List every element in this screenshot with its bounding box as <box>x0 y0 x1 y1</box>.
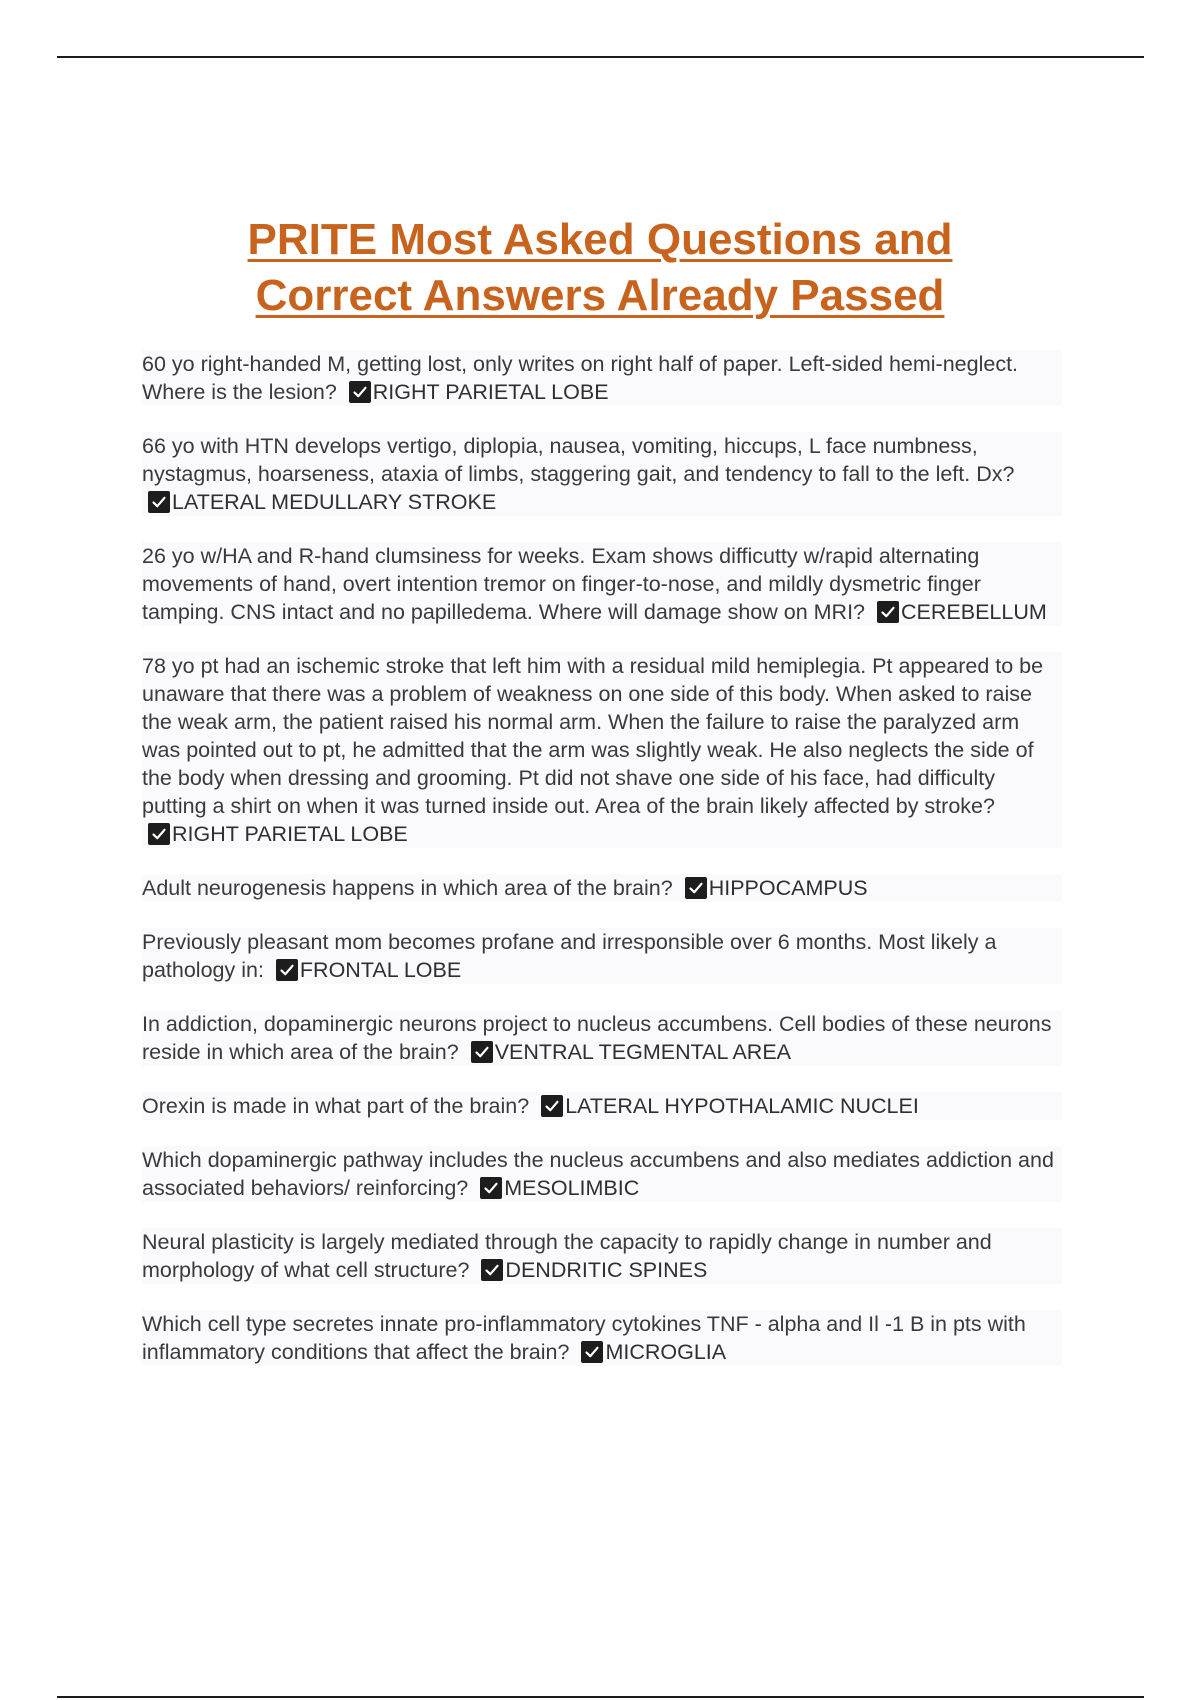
answer-text: DENDRITIC SPINES <box>505 1258 708 1282</box>
question-answer-list <box>142 350 1062 1392</box>
answer-group <box>679 876 868 900</box>
answer-group <box>343 380 609 404</box>
checkbox-checked-icon <box>481 1259 503 1281</box>
qa-item <box>142 350 1062 406</box>
qa-item <box>142 1310 1062 1366</box>
answer-group <box>474 1176 639 1200</box>
answer-group <box>465 1040 791 1064</box>
question-text: Orexin is made in what part of the brain? <box>142 1094 530 1118</box>
checkbox-checked-icon <box>877 601 899 623</box>
question-text: In addiction, dopaminergic neurons project to nucleus accumbens. Cell bodies of these neurons reside in which area of the brain? <box>142 1012 1052 1064</box>
answer-group <box>270 958 461 982</box>
qa-item <box>142 1146 1062 1202</box>
qa-item <box>142 1092 1062 1120</box>
top-rule <box>57 56 1144 58</box>
checkbox-checked-icon <box>148 491 170 513</box>
checkbox-checked-icon <box>471 1041 493 1063</box>
checkbox-checked-icon <box>581 1341 603 1363</box>
qa-item <box>142 1010 1062 1066</box>
question-text: Adult neurogenesis happens in which area of the brain? <box>142 876 673 900</box>
question-text: Previously pleasant mom becomes profane and irresponsible over 6 months. Most likely a pathology in: <box>142 930 997 982</box>
checkbox-checked-icon <box>480 1177 502 1199</box>
answer-text: VENTRAL TEGMENTAL AREA <box>494 1040 791 1064</box>
answer-group <box>871 600 1047 624</box>
answer-text: RIGHT PARIETAL LOBE <box>172 822 408 846</box>
qa-item <box>142 874 1062 902</box>
checkbox-checked-icon <box>685 877 707 899</box>
checkbox-checked-icon <box>349 381 371 403</box>
qa-item <box>142 1228 1062 1284</box>
qa-item <box>142 432 1062 516</box>
answer-text: MESOLIMBIC <box>504 1176 640 1200</box>
answer-text: CEREBELLUM <box>901 600 1047 624</box>
answer-group <box>535 1094 919 1118</box>
title-line-1: PRITE Most Asked Questions and <box>247 215 953 264</box>
question-text: 60 yo right-handed M, getting lost, only writes on right half of paper. Left-sided hemi-neglect. Where is the lesion? <box>142 352 1019 404</box>
bottom-rule <box>57 1696 1144 1698</box>
answer-text: RIGHT PARIETAL LOBE <box>372 380 609 404</box>
checkbox-checked-icon <box>541 1095 563 1117</box>
answer-text: HIPPOCAMPUS <box>708 876 868 900</box>
answer-text: LATERAL MEDULLARY STROKE <box>172 490 497 514</box>
checkbox-checked-icon <box>148 823 170 845</box>
answer-group <box>575 1340 726 1364</box>
answer-group <box>475 1258 707 1282</box>
answer-text: FRONTAL LOBE <box>299 958 462 982</box>
answer-group <box>142 822 408 846</box>
qa-item <box>142 542 1062 626</box>
question-text: Which cell type secretes innate pro-inflammatory cytokines TNF - alpha and Il -1 B in pts with inflammatory conditions that affect the brain? <box>142 1312 1026 1364</box>
answer-group <box>142 490 496 514</box>
question-text: 26 yo w/HA and R-hand clumsiness for weeks. Exam shows difficutty w/rapid alternating movements of hand, overt intention tremor on finger-to-nose, and mildly dysmetric finger tamping. CNS intact and no papilledema. Where will damage show on MRI? <box>142 544 981 624</box>
answer-text: MICROGLIA <box>605 1340 727 1364</box>
qa-item <box>142 652 1062 848</box>
question-text: Which dopaminergic pathway includes the nucleus accumbens and also mediates addiction and associated behaviors/ reinforcing? <box>142 1148 1054 1200</box>
question-text: 66 yo with HTN develops vertigo, diplopia, nausea, vomiting, hiccups, L face numbness, nystagmus, hoarseness, ataxia of limbs, staggering gait, and tendency to fall to the left. Dx? <box>142 434 1015 486</box>
question-text: 78 yo pt had an ischemic stroke that left him with a residual mild hemiplegia. Pt appeared to be unaware that there was a problem of weakness on one side of this body. When asked to raise the weak arm, the patient raised his normal arm. When the failure to raise the paralyzed arm was pointed out to pt, he admitted that the arm was slightly weak. He also neglects the side of the body when dressing and grooming. Pt did not shave one side of his face, had difficulty putting a shirt on when it was turned inside out. Area of the brain likely affected by stroke? <box>142 654 1044 818</box>
checkbox-checked-icon <box>276 959 298 981</box>
question-text: Neural plasticity is largely mediated through the capacity to rapidly change in number and morphology of what cell structure? <box>142 1230 992 1282</box>
document-title <box>140 212 1060 324</box>
qa-item <box>142 928 1062 984</box>
title-line-2: Correct Answers Already Passed <box>255 271 945 320</box>
answer-text: LATERAL HYPOTHALAMIC NUCLEI <box>565 1094 919 1118</box>
